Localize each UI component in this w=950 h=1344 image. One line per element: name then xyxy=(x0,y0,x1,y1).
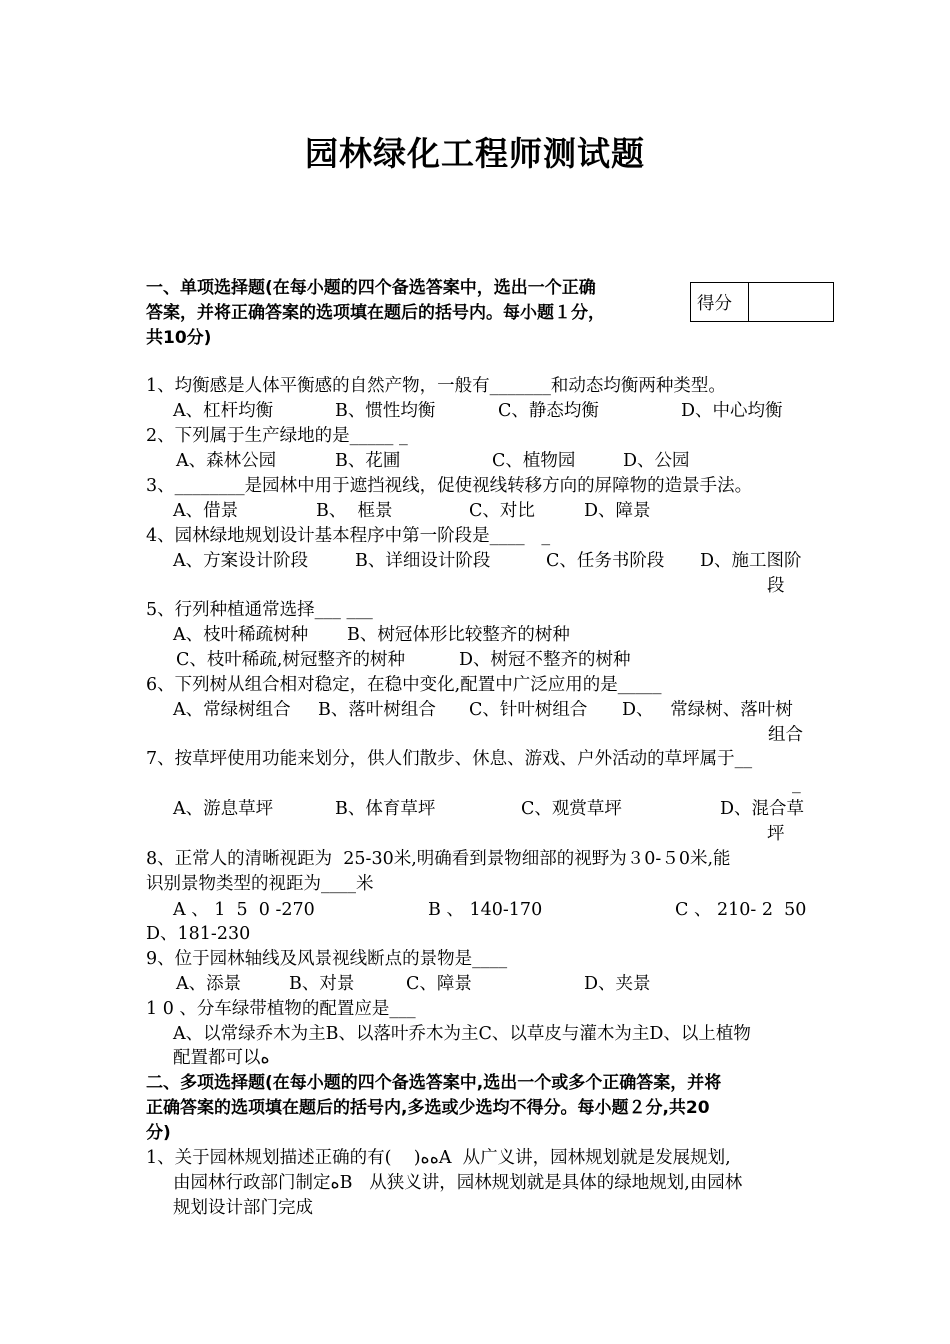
section2-heading-line3: 分) xyxy=(146,1123,171,1143)
q7-option-d: D、混合草 xyxy=(720,799,805,819)
q5-option-a: A、枝叶稀疏树种 xyxy=(173,625,309,645)
q10-options-line2: 配置都可以ﻩ xyxy=(173,1048,270,1068)
q8-stem-line2: 识别景物类型的视距为____米 xyxy=(146,874,374,894)
q4-option-d: D、施工图阶 xyxy=(700,551,802,571)
q6-option-d-wrap: 组合 xyxy=(768,725,803,745)
q8-option-c: C 、 210- 2 50 xyxy=(675,900,807,920)
q9-stem: 9、位于园林轴线及风景视线断点的景物是____ xyxy=(146,949,508,969)
q1-option-b: B、惯性均衡 xyxy=(335,401,436,421)
q3-option-c: C、对比 xyxy=(469,501,535,521)
q1-stem: 1、均衡感是人体平衡感的自然产物，一般有_______和动态均衡两种类型。 xyxy=(146,376,726,396)
q4-stem: 4、园林绿地规划设计基本程序中第一阶段是____ _ xyxy=(146,526,551,546)
page-title: 园林绿化工程师测试题 xyxy=(305,134,645,173)
q9-option-b: B、对景 xyxy=(289,974,355,994)
q4-option-b: B、详细设计阶段 xyxy=(355,551,491,571)
score-box xyxy=(690,282,834,322)
q9-option-a: A、添景 xyxy=(176,974,242,994)
section1-heading-line2: 答案，并将正确答案的选项填在题后的括号内。每小题１分， xyxy=(146,303,605,323)
q10-options-line1: A、以常绿乔木为主B、以落叶乔木为主C、以草皮与灌木为主D、以上植物 xyxy=(173,1024,751,1044)
q7-stem: 7、按草坪使用功能来划分，供人们散步、休息、游戏、户外活动的草坪属于__ xyxy=(146,749,753,769)
q6-option-c: C、针叶树组合 xyxy=(469,700,588,720)
score-value-cell[interactable] xyxy=(749,283,833,321)
q7-option-b: B、体育草坪 xyxy=(335,799,436,819)
q4-option-d-wrap: 段 xyxy=(767,576,785,596)
q2-option-c: C、植物园 xyxy=(492,451,576,471)
q7-stem-wrap: _ xyxy=(792,774,801,794)
section2-heading-line2: 正确答案的选项填在题后的括号内,多选或少选均不得分。每小题２分,共20 xyxy=(146,1098,710,1118)
q4-option-a: A、方案设计阶段 xyxy=(173,551,309,571)
q6-option-d: D、 常绿树、落叶树 xyxy=(622,700,793,720)
m1-line3: 规划设计部门完成 xyxy=(173,1198,313,1218)
q5-option-b: B、树冠体形比较整齐的树种 xyxy=(347,625,570,645)
q5-stem: 5、行列种植通常选择___ ___ xyxy=(146,600,373,620)
q6-option-a: A、常绿树组合 xyxy=(173,700,291,720)
q7-option-c: C、观赏草坪 xyxy=(521,799,622,819)
q3-option-b: B、 框景 xyxy=(316,501,393,521)
q3-option-a: A、借景 xyxy=(173,501,239,521)
q3-stem: 3、________是园林中用于遮挡视线，促使视线转移方向的屏障物的造景手法。 xyxy=(146,476,753,496)
q3-option-d: D、障景 xyxy=(584,501,651,521)
section1-heading-line3: 共10分) xyxy=(146,328,212,348)
q1-option-a: A、杠杆均衡 xyxy=(173,401,274,421)
section2-heading-line1: 二、多项选择题(在每小题的四个备选答案中,选出一个或多个正确答案，并将 xyxy=(146,1073,722,1093)
q9-option-d: D、夹景 xyxy=(584,974,651,994)
q8-option-a: A 、 1 5 0 -270 xyxy=(173,900,315,920)
m1-line1: 1、关于园林规划描述正确的有( )ﻩﻩA 从广义讲，园林规划就是发展规划, xyxy=(146,1148,731,1168)
q2-stem: 2、下列属于生产绿地的是_____ _ xyxy=(146,426,408,446)
q5-option-c: C、枝叶稀疏,树冠整齐的树种 xyxy=(176,650,405,670)
m1-line2: 由园林行政部门制定ﻩB 从狭义讲，园林规划就是具体的绿地规划,由园林 xyxy=(173,1173,743,1193)
q6-stem: 6、下列树从组合相对稳定，在稳中变化,配置中广泛应用的是_____ xyxy=(146,675,662,695)
q1-option-c: C、静态均衡 xyxy=(498,401,599,421)
score-label: 得分 xyxy=(691,283,749,321)
q2-option-b: B、花圃 xyxy=(335,451,401,471)
q7-option-a: A、游息草坪 xyxy=(173,799,274,819)
q8-option-d: D、181-230 xyxy=(146,924,251,944)
q8-stem: 8、正常人的清晰视距为 25-30米,明确看到景物细部的视野为３0-５0米,能 xyxy=(146,849,731,869)
q6-option-b: B、落叶树组合 xyxy=(318,700,436,720)
q2-option-d: D、公园 xyxy=(623,451,690,471)
q4-option-c: C、任务书阶段 xyxy=(546,551,665,571)
q5-option-d: D、树冠不整齐的树种 xyxy=(459,650,631,670)
q8-option-b: B 、 140-170 xyxy=(428,900,543,920)
q2-option-a: A、森林公园 xyxy=(176,451,277,471)
section1-heading-line1: 一、单项选择题(在每小题的四个备选答案中，选出一个正确 xyxy=(146,278,596,298)
q10-stem: 1 0 、分车绿带植物的配置应是___ xyxy=(146,999,416,1019)
q7-option-d-wrap: 坪 xyxy=(767,824,785,844)
q9-option-c: C、障景 xyxy=(406,974,472,994)
q1-option-d: D、中心均衡 xyxy=(681,401,783,421)
